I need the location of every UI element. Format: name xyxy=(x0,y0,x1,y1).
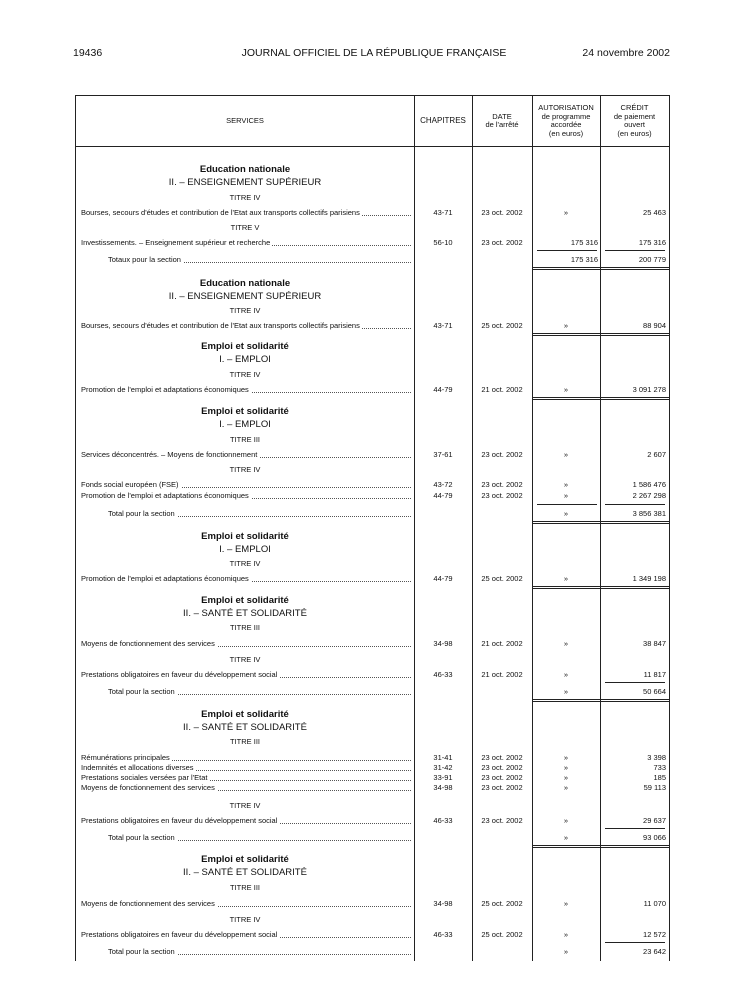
total-row: Total pour la section » 93 066 xyxy=(108,833,666,842)
section-subheading: II. – SANTÉ ET SOLIDARITÉ xyxy=(183,722,307,733)
titre-label: TITRE III xyxy=(230,737,260,746)
table-row: Promotion de l'emploi et adaptations économiques 44-79 23 oct. 2002 » 2 267 298 xyxy=(81,491,666,500)
ministry-heading: Education nationale xyxy=(199,164,291,175)
table-row: Promotion de l'emploi et adaptations économiques 44-79 21 oct. 2002 » 3 091 278 xyxy=(81,385,666,394)
table-row: Bourses, secours d'études et contribution de l'Etat aux transports collectifs parisiens 43-71 25 oct. 2002 » 88 904 xyxy=(81,321,666,330)
total-row: Totaux pour la section 175 316 200 779 xyxy=(108,255,666,264)
section-subheading: II. – ENSEIGNEMENT SUPÉRIEUR xyxy=(168,177,322,188)
table-row: Prestations obligatoires en faveur du développement social 46-33 21 oct. 2002 » 11 817 xyxy=(81,670,666,679)
table-row: Moyens de fonctionnement des services 34-98 23 oct. 2002 » 59 113 xyxy=(81,783,666,792)
table-row: Prestations obligatoires en faveur du développement social 46-33 23 oct. 2002 » 29 637 xyxy=(81,816,666,825)
titre-label: TITRE IV xyxy=(229,193,261,202)
titre-label: TITRE V xyxy=(230,223,260,232)
ministry-heading: Emploi et solidarité xyxy=(201,406,289,417)
col-header-date: DATE de l'arrêté xyxy=(485,111,519,129)
total-row: Total pour la section » 23 642 xyxy=(108,947,666,956)
titre-label: TITRE III xyxy=(230,883,260,892)
header-rule xyxy=(76,146,669,147)
table-row: Promotion de l'emploi et adaptations économiques 44-79 25 oct. 2002 » 1 349 198 xyxy=(81,574,666,583)
titre-label: TITRE IV xyxy=(229,801,261,810)
table-row: Investissements. – Enseignement supérieur et recherche 56-10 23 oct. 2002 175 316 175 316 xyxy=(81,238,666,247)
table-row: Services déconcentrés. – Moyens de fonctionnement 37-61 23 oct. 2002 » 2 607 xyxy=(81,450,666,459)
col-header-services: SERVICES xyxy=(226,115,264,125)
titre-label: TITRE IV xyxy=(229,306,261,315)
table-row: Bourses, secours d'études et contribution de l'Etat aux transports collectifs parisiens 43-71 23 oct. 2002 » 25 463 xyxy=(81,208,666,217)
publication-date: 24 novembre 2002 xyxy=(582,47,670,59)
ministry-heading: Emploi et solidarité xyxy=(201,341,289,352)
total-row: Total pour la section » 3 856 381 xyxy=(108,509,666,518)
titre-label: TITRE IV xyxy=(229,559,261,568)
table-row: Indemnités et allocations diverses 31-42 23 oct. 2002 » 733 xyxy=(81,763,666,772)
section-subheading: II. – ENSEIGNEMENT SUPÉRIEUR xyxy=(168,291,322,302)
section-subheading: I. – EMPLOI xyxy=(219,354,271,365)
table-row: Moyens de fonctionnement des services 34-98 21 oct. 2002 » 38 847 xyxy=(81,639,666,648)
section-subheading: II. – SANTÉ ET SOLIDARITÉ xyxy=(183,608,307,619)
journal-title: JOURNAL OFFICIEL DE LA RÉPUBLIQUE FRANÇAISE xyxy=(241,47,507,59)
table-row: Prestations sociales versées par l'Etat 33-91 23 oct. 2002 » 185 xyxy=(81,773,666,782)
ministry-heading: Emploi et solidarité xyxy=(201,595,289,606)
ministry-heading: Emploi et solidarité xyxy=(201,854,289,865)
page-number: 19436 xyxy=(73,47,103,59)
table-row: Moyens de fonctionnement des services 34-98 25 oct. 2002 » 11 070 xyxy=(81,899,666,908)
titre-label: TITRE III xyxy=(230,623,260,632)
ministry-heading: Education nationale xyxy=(199,278,291,289)
table-row: Rémunérations principales 31-41 23 oct. 2002 » 3 398 xyxy=(81,753,666,762)
section-subheading: I. – EMPLOI xyxy=(219,419,271,430)
col-header-autorisation: AUTORISATION de programme accordée (en euros) xyxy=(538,103,594,138)
col-header-chapitres: CHAPITRES xyxy=(420,115,466,125)
ministry-heading: Emploi et solidarité xyxy=(201,709,289,720)
ministry-heading: Emploi et solidarité xyxy=(201,531,289,542)
total-row: Total pour la section » 50 664 xyxy=(108,687,666,696)
titre-label: TITRE IV xyxy=(229,655,261,664)
titre-label: TITRE IV xyxy=(229,465,261,474)
table-row: Fonds social européen (FSE) 43-72 23 oct. 2002 » 1 586 476 xyxy=(81,480,666,489)
section-subheading: II. – SANTÉ ET SOLIDARITÉ xyxy=(183,867,307,878)
titre-label: TITRE III xyxy=(230,435,260,444)
titre-label: TITRE IV xyxy=(229,915,261,924)
section-subheading: I. – EMPLOI xyxy=(219,544,271,555)
col-header-credit: CRÉDIT de paiement ouvert (en euros) xyxy=(613,103,656,138)
table-row: Prestations obligatoires en faveur du développement social 46-33 25 oct. 2002 » 12 572 xyxy=(81,930,666,939)
titre-label: TITRE IV xyxy=(229,370,261,379)
decree-table xyxy=(75,95,670,961)
